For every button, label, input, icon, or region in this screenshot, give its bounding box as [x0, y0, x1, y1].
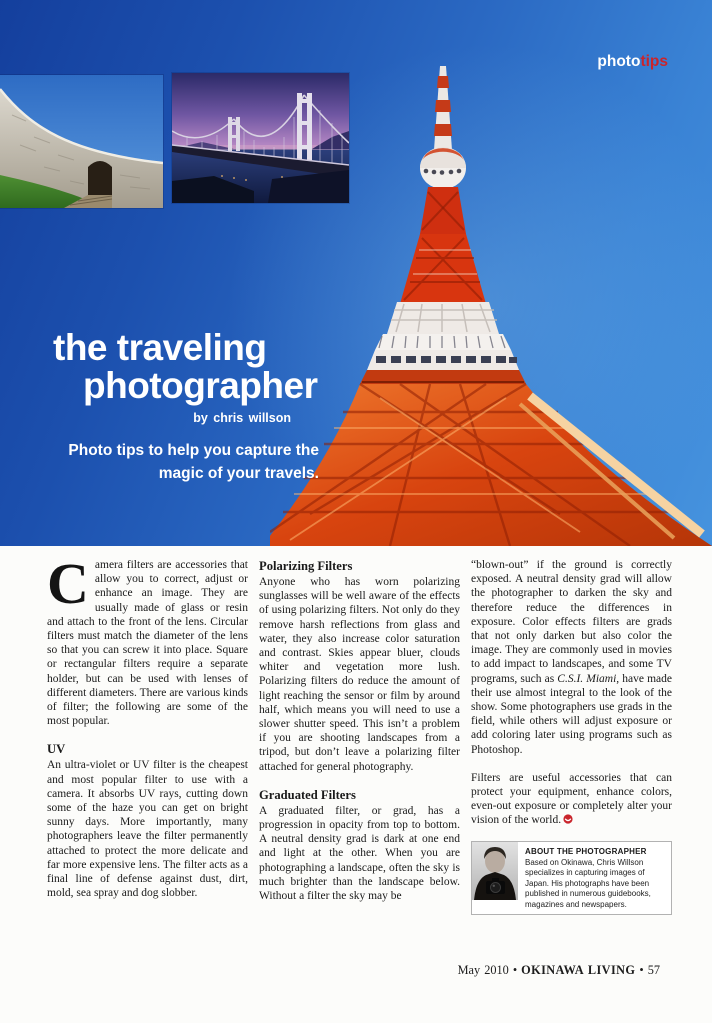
byline: by chris willson	[193, 411, 291, 426]
closing-paragraph	[471, 771, 672, 828]
photographer-portrait-art	[472, 842, 518, 900]
end-of-article-smiley-icon	[563, 814, 573, 824]
title-line-1: the traveling	[53, 327, 267, 368]
section-body-polarizing: Anyone who has worn polarizing sunglasses will be well aware of the effects of using polarizing filters. Not only do they remove harsh reflections from glass and water, they also increase color saturation and contrast. Skies appear bluer, clouds whiter and vegetation more lush. Polarizing filters do reduce the amount of light reaching the sensor or film by around half, which means you will need to use a slower shutter speed. This isn’t a problem if you are shooting landscapes from a tripod, but don’t leave a polarizing filter attached for general photography.	[259, 576, 460, 773]
about-heading: ABOUT THE PHOTOGRAPHER	[525, 846, 647, 856]
drop-cap: C	[47, 551, 89, 616]
continuation-text-b: , have made their use almost integral to the look of the show. Some photographers use grads in the field, while others will adjust exposure or add coloring later using programs such as Photoshop.	[471, 672, 672, 756]
phototips-label-white: photo	[597, 53, 641, 70]
tagline-line-2: magic of your travels.	[158, 464, 319, 482]
intro-paragraph	[47, 551, 248, 728]
section-body-graduated: A graduated filter, or grad, has a progression in opacity from top to bottom. A neutral density grad is dark at one end and light at the other. When you are photographing a landscape, often the sky is much brighter than the landscape below. Without a filter the sky may be	[259, 804, 460, 903]
continuation-italic-title: C.S.I. Miami	[557, 672, 617, 685]
continuation-text-a: “blown-out” if the ground is correctly exposed. A neutral density grad will allow the photographer to darken the sky and therefore reduce the differences in exposure. Color effects filters are grads that not only darken but also color the image. They are commonly used in movies to add impact to landscapes, and some TV programs, such as	[471, 559, 672, 685]
continuation-paragraph	[471, 558, 672, 757]
footer-magazine-name: OKINAWA LIVING	[521, 963, 636, 977]
section-heading-uv: UV	[47, 742, 66, 757]
stone-castle-wall-photo	[0, 75, 163, 208]
article-body	[47, 551, 672, 915]
footer-separator: •	[639, 963, 644, 977]
suspension-bridge-dusk-photo	[172, 73, 349, 203]
page-footer	[458, 963, 660, 978]
article-title-block	[53, 329, 321, 485]
page-title	[53, 329, 321, 404]
phototips-label	[597, 53, 668, 71]
footer-separator: •	[512, 963, 518, 977]
about-the-photographer-box	[471, 841, 672, 915]
closing-text: Filters are useful accessories that can protect your equipment, enhance colors, even-out exposure or completely alter your vision of the world.	[471, 771, 672, 827]
section-heading-graduated: Graduated Filters	[259, 787, 356, 802]
about-body: Based on Okinawa, Chris Willson specializes in capturing images of Japan. His photographs have been published in numerous guidebooks, magazines and newspapers.	[525, 858, 651, 909]
section-heading-polarizing: Polarizing Filters	[259, 559, 353, 573]
intro-text: amera filters are accessories that allow you to correct, adjust or enhance an image. They are usually made of glass or resin and attach to the front of the lens. Circular filters must match the diameter of the lens so that you can screw it into place. Square or rectangular filters require a separate holder, but can be used with lenses of different diameters. There are various kinds of filter; the following are some of the most popular.	[47, 559, 248, 728]
article-column-3	[471, 558, 672, 915]
footer-issue: May 2010	[457, 963, 509, 977]
article-column-1	[47, 551, 248, 915]
tagline	[53, 440, 321, 485]
article-column-2	[259, 558, 460, 915]
about-text	[518, 842, 671, 914]
footer-page-number: 57	[647, 963, 660, 977]
tagline-line-1: Photo tips to help you capture the	[68, 442, 319, 460]
section-body-uv: An ultra-violet or UV filter is the cheapest and most popular filter to use with a camera. It absorbs UV rays, cutting down some of the haze you can get on bright sunny days. More importantly, many photographers leave the filter permanently attached to protect the more delicate and far more expensive lens. The filter acts as a final line of defense against dust, dirt, mold, sea spray and dog slobber.	[47, 759, 248, 900]
photographer-portrait	[472, 842, 518, 914]
title-line-2: photographer	[83, 364, 318, 406]
phototips-label-red: tips	[640, 53, 668, 70]
